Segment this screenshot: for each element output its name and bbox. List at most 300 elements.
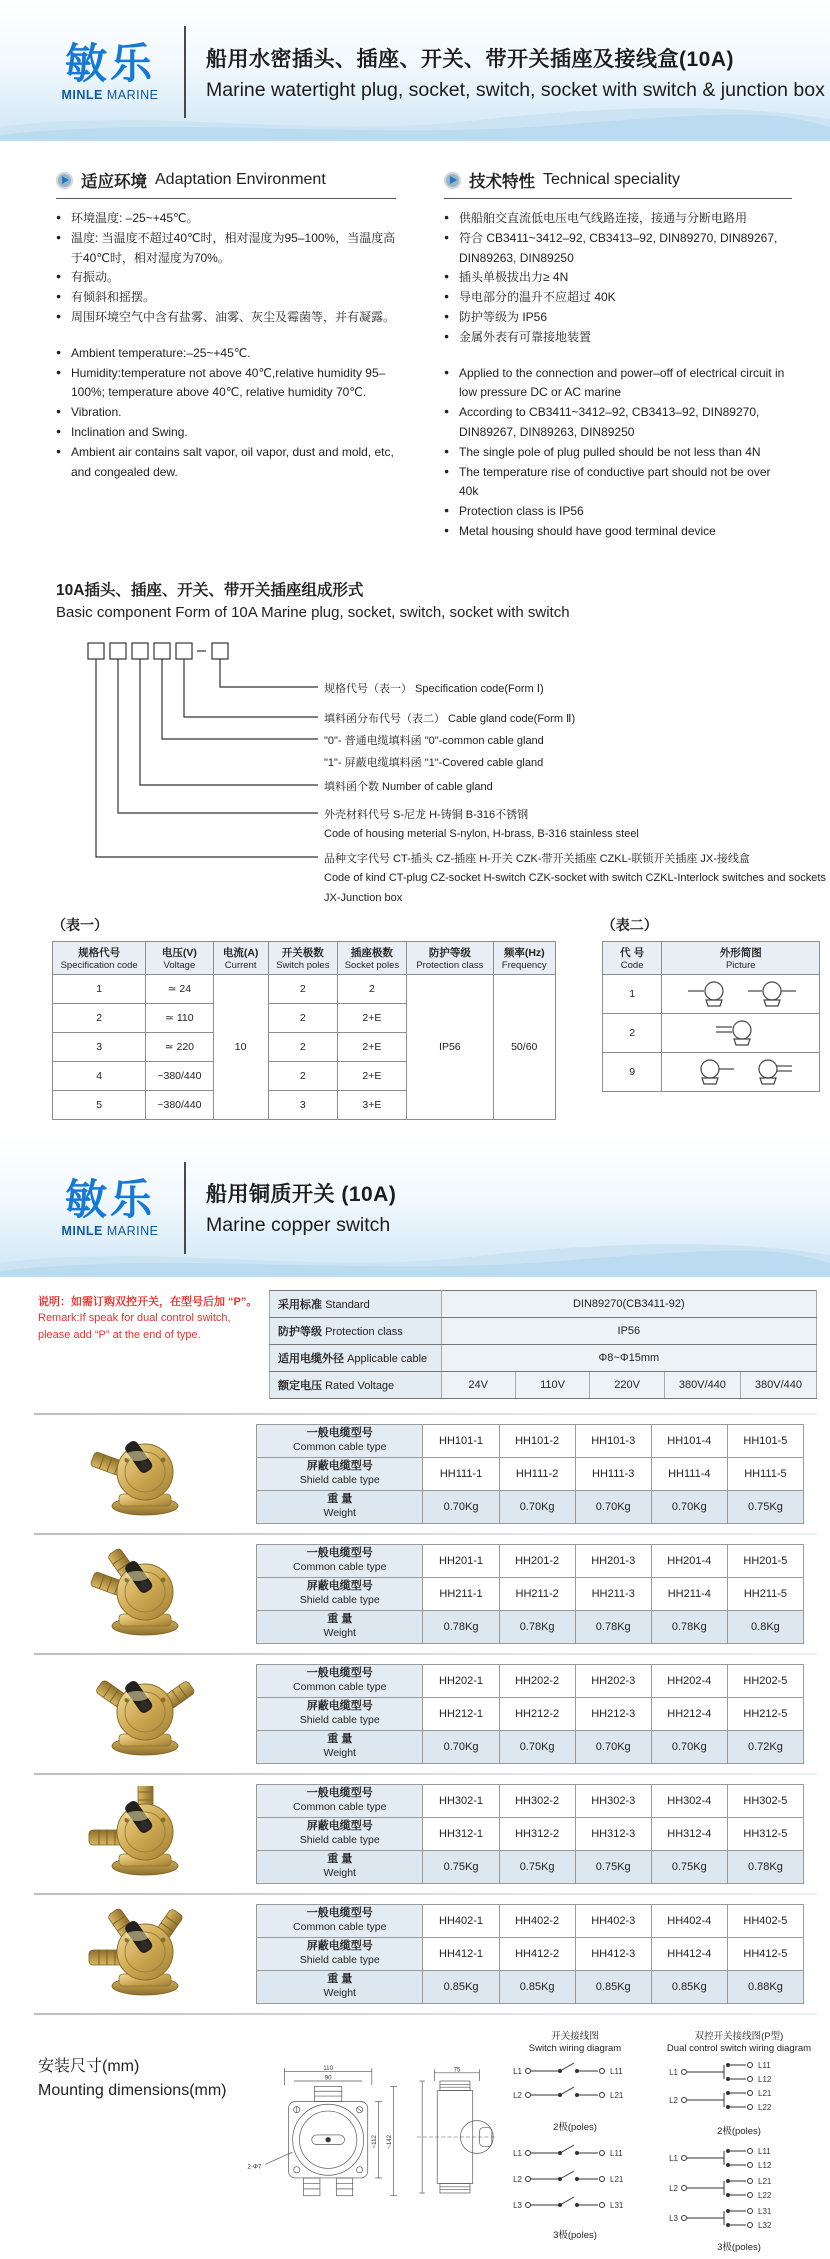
cell: 1 xyxy=(602,974,662,1013)
svg-text:L22: L22 xyxy=(758,2191,772,2201)
mounting-section xyxy=(0,2017,830,2259)
cell-model: HH212-3 xyxy=(575,1697,651,1730)
cell-model: HH302-2 xyxy=(499,1784,575,1817)
dual-wiring-diagram-2pole xyxy=(654,2055,824,2117)
table-row xyxy=(270,1344,817,1371)
cell-model: HH412-4 xyxy=(651,1937,727,1970)
cell-label: 屏蔽电缆型号 Shield cable type xyxy=(257,1937,423,1970)
bullet-item: ● Humidity:temperature not above 40℃,relative humidity 95–100%; temperature above 40℃, relative humidity 70℃. xyxy=(56,364,396,404)
component-title-en: Basic component Form of 10A Marine plug, socket, switch, socket with switch xyxy=(56,603,570,621)
cell-weight: 0.72Kg xyxy=(727,1730,803,1763)
cell-model: HH402-5 xyxy=(727,1904,803,1937)
wiring-caption: 2极(poles) xyxy=(553,2122,597,2134)
product-photo xyxy=(34,1426,256,1522)
svg-text:L21: L21 xyxy=(610,2175,624,2185)
svg-text:~112: ~112 xyxy=(370,2134,378,2149)
cell-model: HH211-3 xyxy=(575,1577,651,1610)
cell: 2 xyxy=(268,1032,337,1061)
table-row xyxy=(257,1784,804,1817)
front-view-drawing xyxy=(238,2031,410,2243)
forms-section xyxy=(0,911,830,1136)
cell: 380V/440 xyxy=(664,1371,740,1398)
svg-text:L1: L1 xyxy=(669,2068,678,2078)
divider xyxy=(34,1653,817,1655)
mounting-title-en: Mounting dimensions(mm) xyxy=(38,2081,227,2099)
cell-model: HH302-3 xyxy=(575,1784,651,1817)
svg-text:L1: L1 xyxy=(513,2149,522,2159)
page-title xyxy=(206,43,825,102)
cell-model: HH201-4 xyxy=(651,1544,727,1577)
product-list xyxy=(0,1417,830,2015)
section-title-cn: 船用铜质开关 (10A) xyxy=(206,1183,397,1207)
gland-layout-icon xyxy=(662,974,820,1013)
cell: 5 xyxy=(53,1090,146,1119)
cell-model: HH202-4 xyxy=(651,1664,727,1697)
cell-model: HH412-2 xyxy=(499,1937,575,1970)
wiring-diagram-3pole xyxy=(500,2139,650,2221)
bullet-item: ● Metal housing should have good terminal device xyxy=(444,522,792,542)
component-title-cn: 10A插头、插座、开关、带开关插座组成形式 xyxy=(56,581,364,599)
cell-model: HH201-2 xyxy=(499,1544,575,1577)
product-photo xyxy=(34,1546,256,1642)
cell-model: HH312-4 xyxy=(651,1817,727,1850)
product-photo xyxy=(34,1786,256,1882)
code-label-one: "1"- 屏蔽电缆填料函 "1"-Covered cable gland xyxy=(324,756,544,769)
play-circle-icon xyxy=(56,172,73,189)
svg-text:L11: L11 xyxy=(610,2149,623,2159)
table-row xyxy=(257,1544,804,1577)
cell-label: 适用电缆外径 Applicable cable xyxy=(270,1344,442,1371)
cell-model: HH312-1 xyxy=(423,1817,499,1850)
svg-text:L2: L2 xyxy=(513,2175,522,2185)
table-row xyxy=(257,1490,804,1523)
cell-weight: 0.78Kg xyxy=(499,1610,575,1643)
cell-weight: 0.78Kg xyxy=(727,1850,803,1883)
cell-model: HH202-3 xyxy=(575,1664,651,1697)
product-spec-table xyxy=(256,1544,804,1644)
table-row xyxy=(257,1664,804,1697)
cell: 380V/440 xyxy=(740,1371,816,1398)
table-row xyxy=(257,1457,804,1490)
cell: 2 xyxy=(268,1061,337,1090)
cell-model: HH101-1 xyxy=(423,1424,499,1457)
cell-model: HH101-3 xyxy=(575,1424,651,1457)
form2-label: （表二） xyxy=(601,916,658,933)
cell-label: 一般电缆型号 Common cable type xyxy=(257,1904,423,1937)
cell-label: 屏蔽电缆型号 Shield cable type xyxy=(257,1457,423,1490)
table-row xyxy=(257,1697,804,1730)
cell-weight: 0.70Kg xyxy=(575,1490,651,1523)
brand-logo xyxy=(52,42,168,102)
code-label-gland: 填料函分布代号（表二） Cable gland code(Form Ⅱ) xyxy=(324,712,576,725)
cell: 3 xyxy=(268,1090,337,1119)
table-row xyxy=(257,1817,804,1850)
form2-block xyxy=(602,915,820,1092)
svg-text:L3: L3 xyxy=(513,2201,522,2211)
cell-weight: 0.8Kg xyxy=(727,1610,803,1643)
cell-label: 防护等级 Protection class xyxy=(270,1317,442,1344)
code-label-kind-en: Code of kind CT-plug CZ-socket H-switch CZK-socket with switch CZKL-Interlock switches and sockets xyxy=(324,871,826,884)
bullet-item: ● The temperature rise of conductive part should not be over 40k xyxy=(444,463,792,503)
cell: 2 xyxy=(268,1003,337,1032)
bullet-item: ● According to CB3411~3412–92, CB3413–92, DIN89270, DIN89267, DIN89263, DIN89250 xyxy=(444,403,792,443)
cell-weight: 0.70Kg xyxy=(499,1730,575,1763)
cell-frequency: 50/60 xyxy=(493,974,555,1119)
cell-model: HH312-3 xyxy=(575,1817,651,1850)
product-spec-table xyxy=(256,1784,804,1884)
section-title-en: Marine copper switch xyxy=(206,1214,391,1237)
table-row xyxy=(257,1424,804,1457)
col-header: 代 号 Code xyxy=(602,941,662,974)
page-title-en: Marine watertight plug, socket, switch, socket with switch & junction box xyxy=(206,78,825,101)
divider xyxy=(34,1533,817,1535)
cell-label: 重 量 Weight xyxy=(257,1490,423,1523)
cell: 24V xyxy=(441,1371,515,1398)
switch-wiring-block xyxy=(500,2031,650,2259)
page-title-cn: 船用水密插头、插座、开关、带开关插座及接线盒(10A) xyxy=(206,47,735,71)
brand-logo xyxy=(52,1175,168,1238)
svg-text:L11: L11 xyxy=(758,2147,771,2157)
cell-weight: 0.75Kg xyxy=(727,1490,803,1523)
cell-model: HH402-2 xyxy=(499,1904,575,1937)
adaptation-header xyxy=(56,168,396,199)
wiring-title-cn: 开关接线图 xyxy=(551,2030,599,2042)
cell-weight: 0.75Kg xyxy=(651,1850,727,1883)
table-row xyxy=(602,1052,819,1091)
cell: 1 xyxy=(53,974,146,1003)
remark-cn: 说明：如需订购双控开关，在型号后加 “P”。 xyxy=(38,1295,258,1308)
table-row xyxy=(257,1904,804,1937)
svg-text:~142: ~142 xyxy=(385,2134,393,2149)
cell-protection: IP56 xyxy=(407,974,494,1119)
svg-text:L12: L12 xyxy=(758,2075,772,2085)
table-row xyxy=(257,1937,804,1970)
bullet-item: ● 导电部分的温升不应超过 40K xyxy=(444,288,792,308)
cell-weight: 0.70Kg xyxy=(423,1730,499,1763)
cell-model: HH201-3 xyxy=(575,1544,651,1577)
wiring-title-cn: 双控开关接线图(P型) xyxy=(694,2030,784,2042)
cell-model: HH101-5 xyxy=(727,1424,803,1457)
wiring-title-en: Dual control switch wiring diagram xyxy=(666,2043,812,2055)
bullet-item: ● Inclination and Swing. xyxy=(56,423,396,443)
header-band-1 xyxy=(0,0,830,140)
cell-model: HH302-4 xyxy=(651,1784,727,1817)
cell-weight: 0.70Kg xyxy=(423,1490,499,1523)
cell-weight: 0.70Kg xyxy=(651,1730,727,1763)
product-row xyxy=(0,1537,830,1651)
cell-label: 重 量 Weight xyxy=(257,1850,423,1883)
cell-weight: 0.88Kg xyxy=(727,1970,803,2003)
code-label-spec: 规格代号（表一） Specification code(Form Ⅰ) xyxy=(324,682,544,695)
table-row xyxy=(602,1013,819,1052)
cell-label: 屏蔽电缆型号 Shield cable type xyxy=(257,1697,423,1730)
cell-model: HH111-1 xyxy=(423,1457,499,1490)
wiring-title-en: Switch wiring diagram xyxy=(528,2043,622,2055)
brand-name-cn: 敏乐 xyxy=(64,1175,155,1223)
cell: 3+E xyxy=(337,1090,406,1119)
cell-label: 采用标准 Standard xyxy=(270,1290,442,1317)
environment-technical-section xyxy=(0,140,830,552)
standards-table xyxy=(269,1290,817,1399)
cell-weight: 0.70Kg xyxy=(575,1730,651,1763)
bullet-item: ● 有倾斜和摇摆。 xyxy=(56,288,396,308)
dual-switch-wiring-block xyxy=(654,2031,824,2259)
table-row xyxy=(602,974,819,1013)
gland-layout-icon xyxy=(662,1052,820,1091)
cell-model: HH302-1 xyxy=(423,1784,499,1817)
side-view-drawing xyxy=(414,2031,496,2243)
adaptation-bullets-en xyxy=(56,344,396,483)
cell-model: HH302-5 xyxy=(727,1784,803,1817)
svg-text:L3: L3 xyxy=(669,2214,678,2224)
svg-text:L31: L31 xyxy=(610,2201,624,2211)
table-row xyxy=(270,1290,817,1317)
col-header: 防护等级 Protection class xyxy=(407,941,494,974)
bullet-item: ● 温度: 当温度不超过40℃时，相对湿度为95–100%，当温度高于40℃时，相对湿度为70%。 xyxy=(56,229,396,269)
code-label-kind-en2: JX-Junction box xyxy=(324,891,403,904)
form1-label: （表一） xyxy=(52,916,108,933)
product-spec-table xyxy=(256,1664,804,1764)
product-row xyxy=(0,1897,830,2011)
technical-section xyxy=(444,168,792,542)
cell-model: HH402-4 xyxy=(651,1904,727,1937)
bullet-item: ● 金属外表有可靠接地装置 xyxy=(444,328,792,348)
product-row xyxy=(0,1777,830,1891)
bullet-item: ● Vibration. xyxy=(56,403,396,423)
svg-text:L2: L2 xyxy=(669,2096,678,2106)
cell-model: HH412-1 xyxy=(423,1937,499,1970)
play-circle-icon xyxy=(444,172,461,189)
cell: 3 xyxy=(53,1032,146,1061)
svg-text:L21: L21 xyxy=(610,2091,624,2101)
svg-text:L22: L22 xyxy=(758,2103,772,2113)
cell-weight: 0.78Kg xyxy=(575,1610,651,1643)
form1-table xyxy=(52,941,556,1120)
technical-header xyxy=(444,168,792,199)
cell-label: 额定电压 Rated Voltage xyxy=(270,1371,442,1398)
mounting-title-cn: 安装尺寸(mm) xyxy=(38,2057,140,2075)
cell-model: HH101-4 xyxy=(651,1424,727,1457)
wiring-caption: 2极(poles) xyxy=(717,2126,761,2138)
header-band-2 xyxy=(0,1136,830,1276)
svg-text:L12: L12 xyxy=(758,2161,772,2171)
cell-model: HH101-2 xyxy=(499,1424,575,1457)
product-row xyxy=(0,1657,830,1771)
cell-label: 一般电缆型号 Common cable type xyxy=(257,1784,423,1817)
cell-weight: 0.85Kg xyxy=(651,1970,727,2003)
table-row xyxy=(257,1730,804,1763)
cell-weight: 0.75Kg xyxy=(499,1850,575,1883)
gland-layout-icon xyxy=(662,1013,820,1052)
technical-bullets-en xyxy=(444,364,792,542)
code-label-count: 填料函个数 Number of cable gland xyxy=(324,780,493,793)
cell-label: 屏蔽电缆型号 Shield cable type xyxy=(257,1577,423,1610)
cell-model: HH211-2 xyxy=(499,1577,575,1610)
bullet-item: ● The single pole of plug pulled should be not less than 4N xyxy=(444,443,792,463)
cell: 2 xyxy=(268,974,337,1003)
bullet-item: ● 符合 CB3411~3412–92, CB3413–92, DIN89270, DIN89267, DIN89263, DIN89250 xyxy=(444,229,792,269)
type-code-diagram xyxy=(74,635,830,911)
bullet-item: ● Protection class is IP56 xyxy=(444,502,792,522)
table-row xyxy=(270,1317,817,1344)
svg-text:L31: L31 xyxy=(758,2207,772,2217)
svg-text:L11: L11 xyxy=(610,2067,623,2077)
bullet-item: ● Ambient temperature:–25~+45℃. xyxy=(56,344,396,364)
cell: DIN89270(CB3411-92) xyxy=(441,1290,816,1317)
cell: 110V xyxy=(515,1371,590,1398)
svg-text:L32: L32 xyxy=(758,2221,772,2231)
bullet-item: ● 防护等级为 IP56 xyxy=(444,308,792,328)
adaptation-bullets-cn xyxy=(56,209,396,328)
cell: 4 xyxy=(53,1061,146,1090)
cell: ~380/440 xyxy=(146,1061,213,1090)
col-header: 插座极数 Socket poles xyxy=(337,941,406,974)
product-row xyxy=(0,1417,830,1531)
svg-text:L11: L11 xyxy=(758,2061,771,2071)
cell: 2+E xyxy=(337,1061,406,1090)
cell: ≃ 220 xyxy=(146,1032,213,1061)
svg-text:75: 75 xyxy=(453,2066,461,2074)
cell-model: HH202-1 xyxy=(423,1664,499,1697)
table-row xyxy=(257,1610,804,1643)
code-label-housing-en: Code of housing meterial S-nylon, H-brass, B-316 stainless steel xyxy=(324,827,639,840)
bullet-item: ● 环境温度: –25~+45℃。 xyxy=(56,209,396,229)
divider xyxy=(34,2013,817,2015)
cell-weight: 0.75Kg xyxy=(575,1850,651,1883)
divider xyxy=(34,1413,817,1415)
code-boxes-and-connectors xyxy=(74,635,830,911)
cell-model: HH312-5 xyxy=(727,1817,803,1850)
svg-text:2-Φ7: 2-Φ7 xyxy=(247,2163,262,2171)
cell-weight: 0.85Kg xyxy=(423,1970,499,2003)
cell: 220V xyxy=(590,1371,665,1398)
cell-model: HH212-1 xyxy=(423,1697,499,1730)
cell-weight: 0.75Kg xyxy=(423,1850,499,1883)
wiring-caption: 3极(poles) xyxy=(717,2242,761,2254)
col-header: 规格代号 Specification code xyxy=(53,941,146,974)
cell-model: HH202-5 xyxy=(727,1664,803,1697)
svg-text:90: 90 xyxy=(324,2074,332,2082)
remark-note xyxy=(38,1290,263,1344)
cell-label: 一般电缆型号 Common cable type xyxy=(257,1424,423,1457)
svg-text:L2: L2 xyxy=(669,2184,678,2194)
col-header: 外形简图 Picture xyxy=(662,941,820,974)
table-row xyxy=(257,1850,804,1883)
cell-model: HH211-5 xyxy=(727,1577,803,1610)
technical-bullets-cn xyxy=(444,209,792,348)
cell-model: HH402-3 xyxy=(575,1904,651,1937)
bullet-item: ● Applied to the connection and power–off of electrical circuit in low pressure DC or AC marine xyxy=(444,364,792,404)
wave-decoration xyxy=(0,103,830,141)
wave-decoration xyxy=(0,1239,830,1277)
table-row xyxy=(257,1577,804,1610)
form2-table xyxy=(602,941,820,1092)
standards-section xyxy=(0,1276,830,1411)
svg-text:L2: L2 xyxy=(513,2091,522,2101)
cell-weight: 0.85Kg xyxy=(499,1970,575,2003)
code-label-zero: "0"- 普通电缆填料函 "0"-common cable gland xyxy=(324,734,544,747)
cell-weight: 0.78Kg xyxy=(423,1610,499,1643)
adaptation-section xyxy=(56,168,396,542)
code-label-housing-cn: 外壳材料代号 S-尼龙 H-铸铜 B-316不锈钢 xyxy=(324,808,529,821)
component-form-section xyxy=(0,552,830,911)
cell-weight: 0.70Kg xyxy=(651,1490,727,1523)
product-photo xyxy=(34,1906,256,2002)
svg-text:L1: L1 xyxy=(513,2067,522,2077)
cell: 2 xyxy=(602,1013,662,1052)
code-label-kind-cn: 品种文字代号 CT-插头 CZ-插座 H-开关 CZK-带开关插座 CZKL-联锁开关插座 JX-接线盒 xyxy=(324,852,750,865)
bullet-item: ● 供船舶交直流低电压电气线路连接，接通与分断电路用 xyxy=(444,209,792,229)
section-title xyxy=(206,1178,396,1237)
product-spec-table xyxy=(256,1424,804,1524)
adaptation-title-cn: 适应环境 xyxy=(81,173,147,191)
bullet-item: ● Ambient air contains salt vapor, oil vapor, dust and mold, etc, and congealed dew. xyxy=(56,443,396,483)
cell-model: HH111-5 xyxy=(727,1457,803,1490)
adaptation-title-en: Adaptation Environment xyxy=(155,171,326,188)
bullet-item: ● 插头单极拔出力≥ 4N xyxy=(444,268,792,288)
cell-label: 重 量 Weight xyxy=(257,1970,423,2003)
divider xyxy=(34,1893,817,1895)
brand-name-en: MINLE MARINE xyxy=(61,88,159,102)
mounting-title xyxy=(38,2031,234,2259)
cell-model: HH211-4 xyxy=(651,1577,727,1610)
cell-label: 一般电缆型号 Common cable type xyxy=(257,1664,423,1697)
col-header: 频率(Hz) Frequency xyxy=(493,941,555,974)
product-photo xyxy=(34,1666,256,1762)
cell: ≃ 110 xyxy=(146,1003,213,1032)
cell: ~380/440 xyxy=(146,1090,213,1119)
cell-model: HH212-2 xyxy=(499,1697,575,1730)
cell-model: HH212-5 xyxy=(727,1697,803,1730)
svg-text:L1: L1 xyxy=(669,2154,678,2164)
cell: ≃ 24 xyxy=(146,974,213,1003)
cell-weight: 0.70Kg xyxy=(499,1490,575,1523)
cell: 2 xyxy=(337,974,406,1003)
cell-model: HH412-5 xyxy=(727,1937,803,1970)
bullet-item: ● 有振动。 xyxy=(56,268,396,288)
brand-name-cn: 敏乐 xyxy=(64,40,155,87)
table-row xyxy=(257,1970,804,2003)
col-header: 开关极数 Switch poles xyxy=(268,941,337,974)
cell-weight: 0.78Kg xyxy=(651,1610,727,1643)
cell-model: HH412-3 xyxy=(575,1937,651,1970)
cell-current: 10 xyxy=(213,974,268,1119)
wiring-diagram-2pole xyxy=(500,2055,650,2113)
cell-model: HH312-2 xyxy=(499,1817,575,1850)
cell: IP56 xyxy=(441,1317,816,1344)
cell-model: HH201-5 xyxy=(727,1544,803,1577)
cell-model: HH111-2 xyxy=(499,1457,575,1490)
cell-label: 重 量 Weight xyxy=(257,1610,423,1643)
wiring-caption: 3极(poles) xyxy=(553,2230,597,2242)
table-row xyxy=(53,974,556,1003)
cell-label: 屏蔽电缆型号 Shield cable type xyxy=(257,1817,423,1850)
bullet-item: ● 周围环境空气中含有盐雾、油雾、灰尘及霉菌等，并有凝露。 xyxy=(56,308,396,328)
svg-text:110: 110 xyxy=(323,2064,334,2072)
cell: 2+E xyxy=(337,1032,406,1061)
cell: 2 xyxy=(53,1003,146,1032)
cell: 9 xyxy=(602,1052,662,1091)
svg-text:L21: L21 xyxy=(758,2177,772,2187)
cell: Φ8~Φ15mm xyxy=(441,1344,816,1371)
cell-model: HH111-4 xyxy=(651,1457,727,1490)
table-row xyxy=(270,1371,817,1398)
cell: 2+E xyxy=(337,1003,406,1032)
cell-model: HH402-1 xyxy=(423,1904,499,1937)
technical-title-cn: 技术特性 xyxy=(469,173,535,191)
svg-text:L21: L21 xyxy=(758,2089,772,2099)
technical-title-en: Technical speciality xyxy=(543,171,680,188)
